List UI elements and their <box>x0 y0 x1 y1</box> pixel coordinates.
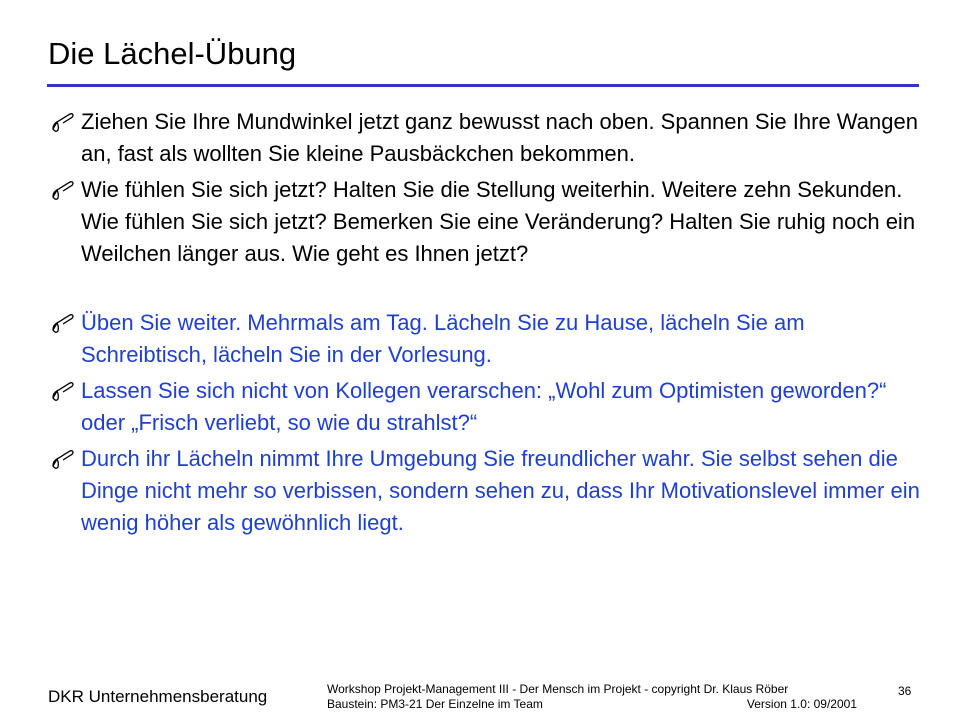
bullet-spacer <box>50 274 930 307</box>
footer-workshop: Workshop Projekt-Management III - Der Mensch im Projekt - copyright Dr. Klaus Röber <box>327 682 789 696</box>
footer-version: Version 1.0: 09/2001 <box>746 697 857 711</box>
page-number: 36 <box>898 684 912 698</box>
footer-module: Baustein: PM3-21 Der Einzelne im Team <box>327 697 543 711</box>
hand-pointer-icon <box>50 110 76 136</box>
footer-organization: DKR Unternehmensberatung <box>48 687 268 706</box>
bullet-item <box>50 307 930 371</box>
footer-info <box>327 682 857 712</box>
hand-pointer-icon <box>50 379 76 405</box>
title-underline <box>47 84 919 87</box>
bullet-text: Ziehen Sie Ihre Mundwinkel jetzt ganz bewusst nach oben. Spannen Sie Ihre Wangen an, fast als wollten Sie kleine Pausbäckchen bekommen. <box>81 109 918 166</box>
hand-pointer-icon <box>50 178 76 204</box>
hand-pointer-icon <box>50 311 76 337</box>
bullet-text: Wie fühlen Sie sich jetzt? Halten Sie die Stellung weiterhin. Weitere zehn Sekunden. Wie fühlen Sie sich jetzt? Bemerken Sie eine Veränderung? Halten Sie ruhig noch ein Weilchen länger aus. Wie geht es Ihnen jetzt? <box>81 177 916 266</box>
hand-pointer-icon <box>50 447 76 473</box>
bullet-item <box>50 106 930 170</box>
bullet-text: Durch ihr Lächeln nimmt Ihre Umgebung Sie freundlicher wahr. Sie selbst sehen die Dinge nicht mehr so verbissen, sondern sehen zu, dass Ihr Motivationslevel immer ein wenig höher als gewöhnlich liegt. <box>81 446 920 535</box>
slide-title: Die Lächel-Übung <box>48 36 297 71</box>
bullet-item <box>50 375 930 439</box>
bullet-text: Lassen Sie sich nicht von Kollegen verarschen: „Wohl zum Optimisten geworden?“ oder „Frisch verliebt, so wie du strahlst?“ <box>81 378 887 435</box>
bullet-text: Üben Sie weiter. Mehrmals am Tag. Lächeln Sie zu Hause, lächeln Sie am Schreibtisch, lächeln Sie in der Vorlesung. <box>81 310 805 367</box>
bullet-item <box>50 174 930 270</box>
bullet-list <box>50 106 930 543</box>
bullet-item <box>50 443 930 539</box>
